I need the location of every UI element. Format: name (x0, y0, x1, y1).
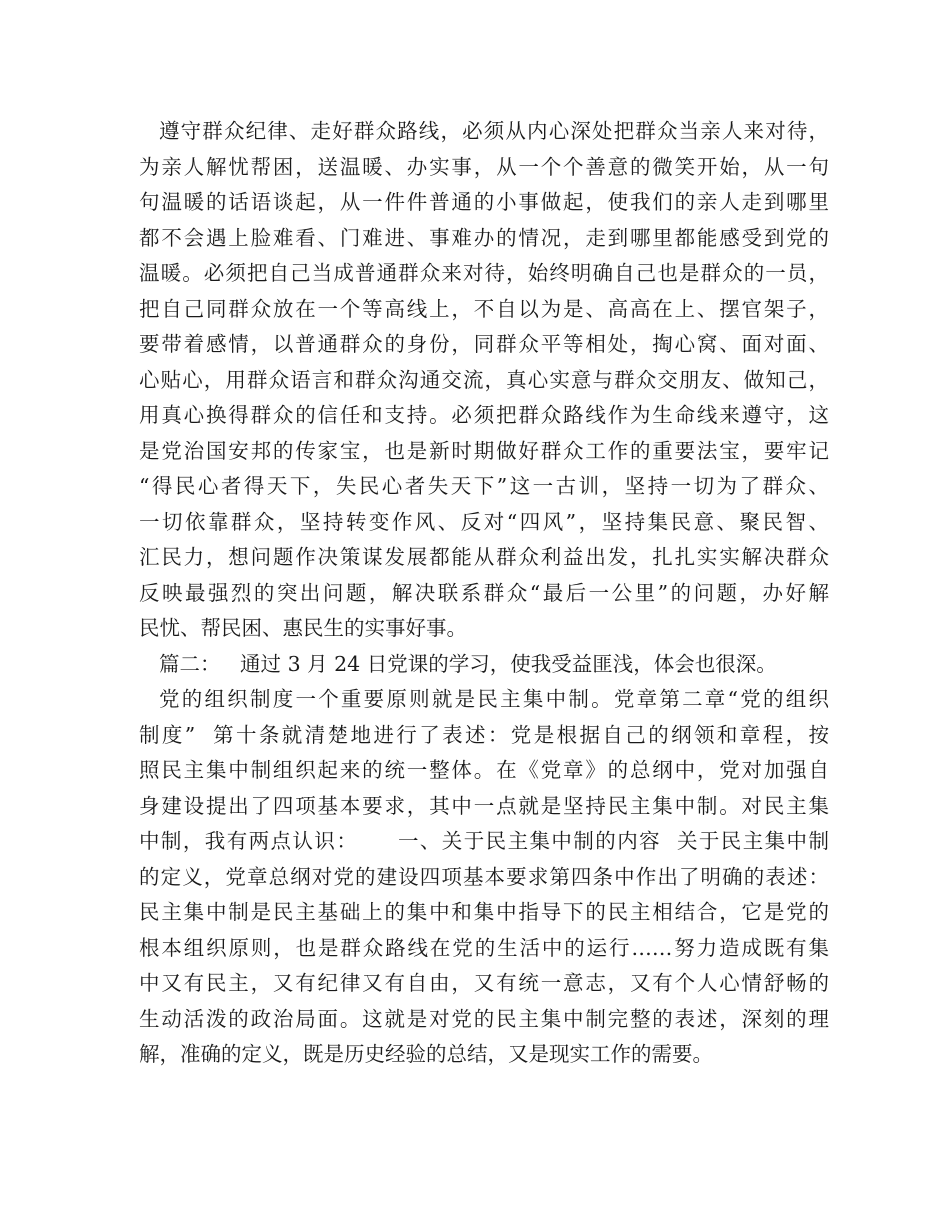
text-line: 制度” 第十条就清楚地进行了表述：党是根据自己的纲领和章程，按 (139, 722, 829, 747)
text-line: 解，准确的定义，既是历史经验的总结，又是现实工作的需要。 (139, 1042, 713, 1066)
text-line: 要带着感情，以普通群众的身份，同群众平等相处，掏心窝、面对面、 (139, 332, 829, 356)
text-line: 生动活泼的政治局面。这就是对党的民主集中制完整的表述，深刻的理 (139, 1006, 829, 1031)
text-line: 的定义，党章总纲对党的建设四项基本要求第四条中作出了明确的表述： (139, 864, 829, 889)
text-line: 是党治国安邦的传家宝，也是新时期做好群众工作的重要法宝，要牢记 (139, 438, 829, 463)
text-line: 根本组织原则，也是群众路线在党的生活中的运行……努力造成既有集 (139, 935, 829, 960)
document-body (139, 114, 829, 1073)
text-line: 心贴心，用群众语言和群众沟通交流，真心实意与群众交朋友、做知己， (139, 367, 829, 392)
text-line: 民忧、帮民困、惠民生的实事好事。 (139, 616, 467, 640)
text-line: 汇民力，想问题作决策谋发展都能从群众利益出发，扎扎实实解决群众 (139, 545, 829, 569)
section-heading-line: 篇二： 通过 3 月 24 日党课的学习，使我受益匪浅，体会也很深。 (159, 651, 777, 676)
text-line: 中制，我有两点认识： 一、关于民主集中制的内容 关于民主集中制 (139, 829, 829, 853)
text-line: 都不会遇上脸难看、门难进、事难办的情况，走到哪里都能感受到党的 (139, 225, 829, 250)
text-line: 遵守群众纪律、走好群众路线，必须从内心深处把群众当亲人来对待， (159, 119, 829, 143)
text-line: “得民心者得天下，失民心者失天下”这一古训，坚持一切为了群众、 (139, 474, 829, 498)
text-line: 民主集中制是民主基础上的集中和集中指导下的民主相结合，它是党的 (139, 900, 829, 924)
text-line: 句温暖的话语谈起，从一件件普通的小事做起，使我们的亲人走到哪里 (139, 190, 829, 214)
text-line: 为亲人解忧帮困，送温暖、办实事，从一个个善意的微笑开始，从一句 (139, 154, 829, 179)
text-line: 用真心换得群众的信任和支持。必须把群众路线作为生命线来遵守，这 (139, 403, 829, 427)
text-line: 身建设提出了四项基本要求，其中一点就是坚持民主集中制。对民主集 (139, 793, 829, 818)
text-line: 党的组织制度一个重要原则就是民主集中制。党章第二章“党的组织 (159, 687, 829, 711)
text-line: 照民主集中制组织起来的统一整体。在《党章》的总纲中，党对加强自 (139, 758, 829, 782)
text-line: 温暖。必须把自己当成普通群众来对待，始终明确自己也是群众的一员， (139, 261, 829, 285)
text-line: 一切依靠群众，坚持转变作风、反对“四风”，坚持集民意、聚民智、 (139, 509, 829, 534)
text-line: 反映最强烈的突出问题，解决联系群众“最后一公里”的问题，办好解 (139, 580, 829, 605)
text-line: 中又有民主，又有纪律又有自由，又有统一意志，又有个人心情舒畅的 (139, 971, 829, 995)
text-line: 把自己同群众放在一个等高线上，不自以为是、高高在上、摆官架子， (139, 296, 829, 321)
